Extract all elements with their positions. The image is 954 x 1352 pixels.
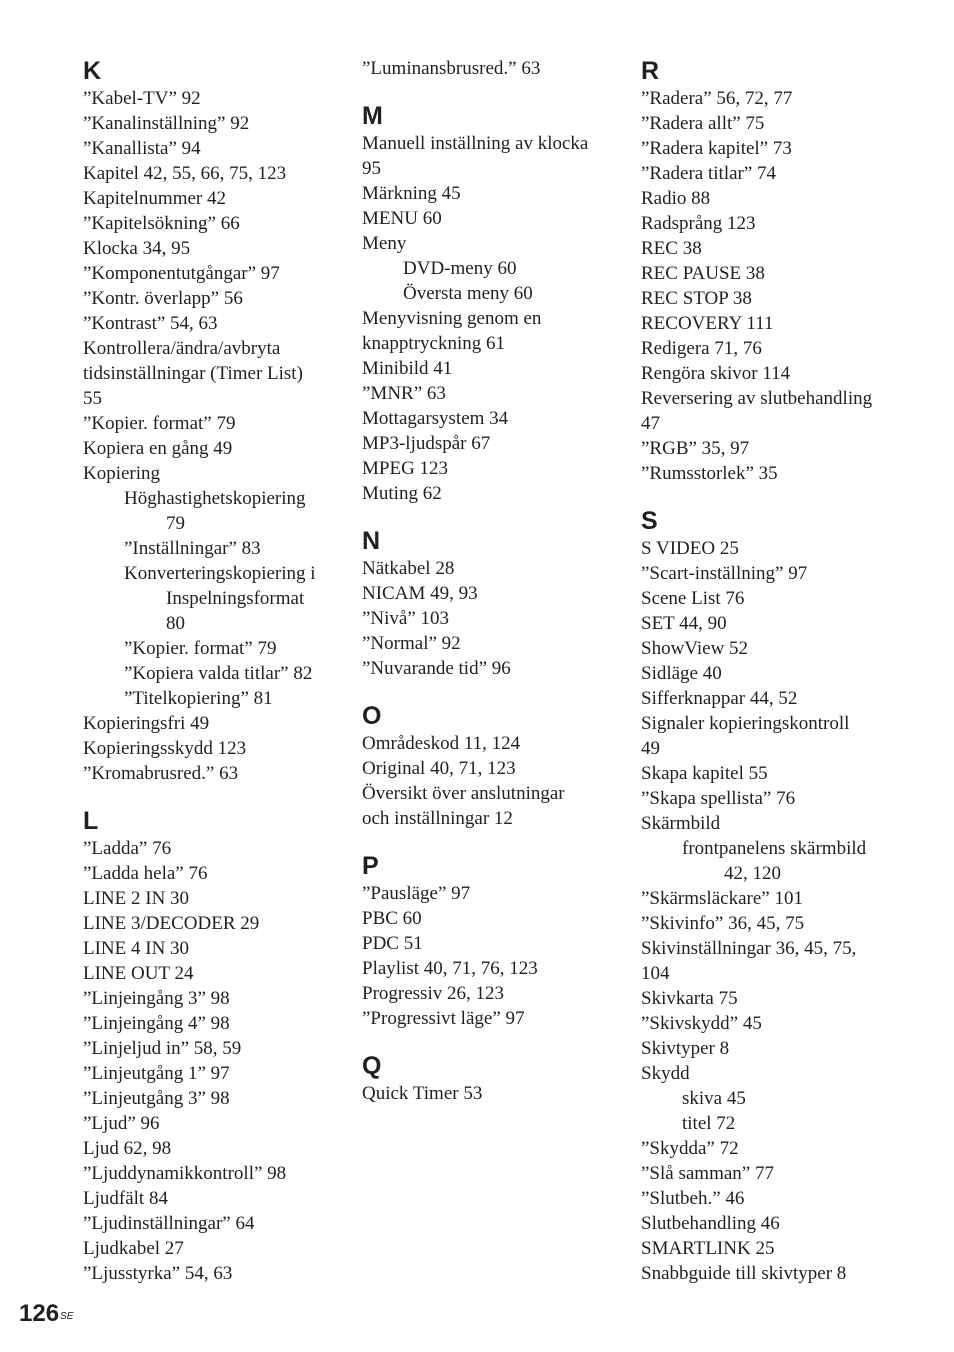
index-entry: REC 38	[641, 238, 702, 259]
index-entry: Sifferknappar 44, 52	[641, 688, 798, 709]
index-subentry: 42, 120	[724, 863, 781, 884]
index-entry: ”Skivskydd” 45	[641, 1013, 762, 1034]
index-entry: SET 44, 90	[641, 613, 727, 634]
index-entry: S VIDEO 25	[641, 538, 739, 559]
index-entry: knapptryckning 61	[362, 333, 506, 354]
index-entry: Skivtyper 8	[641, 1038, 730, 1059]
index-entry: ShowView 52	[641, 638, 749, 659]
section-letter: L	[83, 807, 99, 835]
index-entry: ”Radera titlar” 74	[641, 163, 777, 184]
section-letter: S	[641, 507, 658, 535]
index-entry: ”Linjeljud in” 58, 59	[83, 1038, 242, 1059]
index-entry: 47	[641, 413, 660, 434]
index-entry: ”Komponentutgångar” 97	[83, 263, 280, 284]
index-entry: Områdeskod 11, 124	[362, 733, 521, 754]
index-subentry: Konverteringskopiering i	[124, 563, 316, 584]
index-entry: Märkning 45	[362, 183, 461, 204]
index-entry: ”Progressivt läge” 97	[362, 1008, 525, 1029]
index-subentry: ”Inställningar” 83	[124, 538, 261, 559]
index-column-3	[641, 56, 911, 1286]
index-entry: Menyvisning genom en	[362, 308, 542, 329]
index-entry: Muting 62	[362, 483, 442, 504]
index-entry: LINE OUT 24	[83, 963, 194, 984]
index-entry: Quick Timer 53	[362, 1083, 483, 1104]
index-entry: Kopiering	[83, 463, 161, 484]
index-entry: Redigera 71, 76	[641, 338, 762, 359]
index-entry: ”Kanallista” 94	[83, 138, 201, 159]
section-letter: M	[362, 102, 383, 130]
index-entry: Kapitelnummer 42	[83, 188, 226, 209]
index-entry: Playlist 40, 71, 76, 123	[362, 958, 538, 979]
index-entry: 49	[641, 738, 660, 759]
index-entry: ”Ljudinställningar” 64	[83, 1213, 255, 1234]
index-entry: Kopiera en gång 49	[83, 438, 233, 459]
index-entry: ”Radera kapitel” 73	[641, 138, 792, 159]
index-entry: REC PAUSE 38	[641, 263, 765, 284]
index-entry: 104	[641, 963, 670, 984]
index-entry: Kontrollera/ändra/avbryta	[83, 338, 281, 359]
index-entry: Manuell inställning av klocka	[362, 133, 589, 154]
index-entry: Scene List 76	[641, 588, 745, 609]
index-entry: Signaler kopieringskontroll	[641, 713, 850, 734]
index-entry: ”Skärmsläckare” 101	[641, 888, 803, 909]
index-subentry: DVD-meny 60	[403, 258, 517, 279]
index-entry: MP3-ljudspår 67	[362, 433, 491, 454]
index-entry: LINE 4 IN 30	[83, 938, 190, 959]
index-entry: Kapitel 42, 55, 66, 75, 123	[83, 163, 287, 184]
index-entry: REC STOP 38	[641, 288, 752, 309]
index-subentry: ”Titelkopiering” 81	[124, 688, 273, 709]
index-entry: ”Ljud” 96	[83, 1113, 160, 1134]
index-entry: Slutbehandling 46	[641, 1213, 780, 1234]
index-entry: 95	[362, 158, 381, 179]
index-entry: ”Ladda” 76	[83, 838, 172, 859]
index-entry: Radsprång 123	[641, 213, 756, 234]
index-subentry: frontpanelens skärmbild	[682, 838, 867, 859]
index-entry: SMARTLINK 25	[641, 1238, 775, 1259]
index-entry: Ljudfält 84	[83, 1188, 168, 1209]
index-entry: 55	[83, 388, 102, 409]
index-entry: ”Radera” 56, 72, 77	[641, 88, 793, 109]
index-entry: Reversering av slutbehandling	[641, 388, 873, 409]
section-letter: O	[362, 702, 382, 730]
index-entry: tidsinställningar (Timer List)	[83, 363, 303, 384]
index-entry: ”Kabel-TV” 92	[83, 88, 201, 109]
index-entry: ”Linjeingång 4” 98	[83, 1013, 230, 1034]
page-number	[19, 1300, 73, 1328]
index-entry: PBC 60	[362, 908, 422, 929]
section-letter: K	[83, 57, 102, 85]
index-entry: ”Skapa spellista” 76	[641, 788, 796, 809]
index-subentry: ”Kopiera valda titlar” 82	[124, 663, 313, 684]
index-subentry: titel 72	[682, 1113, 736, 1134]
index-entry: Översikt över anslutningar	[362, 783, 565, 804]
index-entry: RECOVERY 111	[641, 313, 774, 334]
index-entry: Radio 88	[641, 188, 711, 209]
section-letter: P	[362, 852, 379, 880]
index-subentry: Översta meny 60	[403, 283, 533, 304]
index-entry: ”RGB” 35, 97	[641, 438, 750, 459]
index-entry: ”Nuvarande tid” 96	[362, 658, 511, 679]
index-subentry: skiva 45	[682, 1088, 746, 1109]
index-entry: ”Pausläge” 97	[362, 883, 471, 904]
index-entry: Nätkabel 28	[362, 558, 455, 579]
section-letter: R	[641, 57, 660, 85]
index-entry: ”Luminansbrusred.” 63	[362, 58, 541, 79]
index-entry: ”Ladda hela” 76	[83, 863, 208, 884]
index-entry: MPEG 123	[362, 458, 449, 479]
index-entry: Ljud 62, 98	[83, 1138, 172, 1159]
index-entry: MENU 60	[362, 208, 442, 229]
index-subentry: 80	[166, 613, 185, 634]
index-entry: Minibild 41	[362, 358, 453, 379]
index-entry: ”Slutbeh.” 46	[641, 1188, 745, 1209]
index-entry: ”Kapitelsökning” 66	[83, 213, 240, 234]
index-entry: Kopieringsfri 49	[83, 713, 210, 734]
index-entry: ”Kanalinställning” 92	[83, 113, 250, 134]
index-entry: NICAM 49, 93	[362, 583, 478, 604]
index-subentry: ”Kopier. format” 79	[124, 638, 277, 659]
index-entry: ”Slå samman” 77	[641, 1163, 774, 1184]
index-entry: Skivinställningar 36, 45, 75,	[641, 938, 857, 959]
index-entry: LINE 3/DECODER 29	[83, 913, 260, 934]
index-entry: LINE 2 IN 30	[83, 888, 190, 909]
index-entry: ”Nivå” 103	[362, 608, 450, 629]
index-entry: och inställningar 12	[362, 808, 513, 829]
index-entry: Kopieringsskydd 123	[83, 738, 247, 759]
index-entry: ”Skydda” 72	[641, 1138, 739, 1159]
index-subentry: Höghastighetskopiering	[124, 488, 306, 509]
index-entry: ”Scart-inställning” 97	[641, 563, 808, 584]
index-entry: ”Linjeutgång 3” 98	[83, 1088, 230, 1109]
index-entry: Klocka 34, 95	[83, 238, 191, 259]
index-entry: ”Linjeingång 3” 98	[83, 988, 230, 1009]
page-number-value: 126	[19, 1300, 60, 1327]
index-entry: Original 40, 71, 123	[362, 758, 516, 779]
index-entry: Mottagarsystem 34	[362, 408, 509, 429]
index-entry: ”MNR” 63	[362, 383, 446, 404]
index-column-2	[362, 56, 622, 1106]
index-entry: Progressiv 26, 123	[362, 983, 504, 1004]
index-entry: ”Linjeutgång 1” 97	[83, 1063, 230, 1084]
index-entry: Rengöra skivor 114	[641, 363, 791, 384]
index-entry: ”Radera allt” 75	[641, 113, 765, 134]
index-entry: Skydd	[641, 1063, 690, 1084]
index-entry: Skapa kapitel 55	[641, 763, 768, 784]
page-number-suffix: SE	[60, 1311, 74, 1322]
index-entry: ”Rumsstorlek” 35	[641, 463, 778, 484]
section-letter: N	[362, 527, 381, 555]
index-entry: Snabbguide till skivtyper 8	[641, 1263, 847, 1284]
index-entry: ”Normal” 92	[362, 633, 461, 654]
index-entry: ”Kopier. format” 79	[83, 413, 236, 434]
index-entry: ”Ljuddynamikkontroll” 98	[83, 1163, 287, 1184]
index-entry: ”Kontrast” 54, 63	[83, 313, 218, 334]
index-entry: ”Skivinfo” 36, 45, 75	[641, 913, 805, 934]
index-entry: ”Ljusstyrka” 54, 63	[83, 1263, 233, 1284]
index-column-1	[83, 56, 343, 1286]
index-entry: Meny	[362, 233, 407, 254]
section-letter: Q	[362, 1052, 382, 1080]
index-entry: ”Kontr. överlapp” 56	[83, 288, 243, 309]
index-subentry: 79	[166, 513, 185, 534]
index-entry: ”Kromabrusred.” 63	[83, 763, 239, 784]
index-entry: Skivkarta 75	[641, 988, 738, 1009]
index-entry: PDC 51	[362, 933, 423, 954]
index-subentry: Inspelningsformat	[166, 588, 305, 609]
index-entry: Sidläge 40	[641, 663, 722, 684]
index-entry: Ljudkabel 27	[83, 1238, 184, 1259]
index-entry: Skärmbild	[641, 813, 721, 834]
